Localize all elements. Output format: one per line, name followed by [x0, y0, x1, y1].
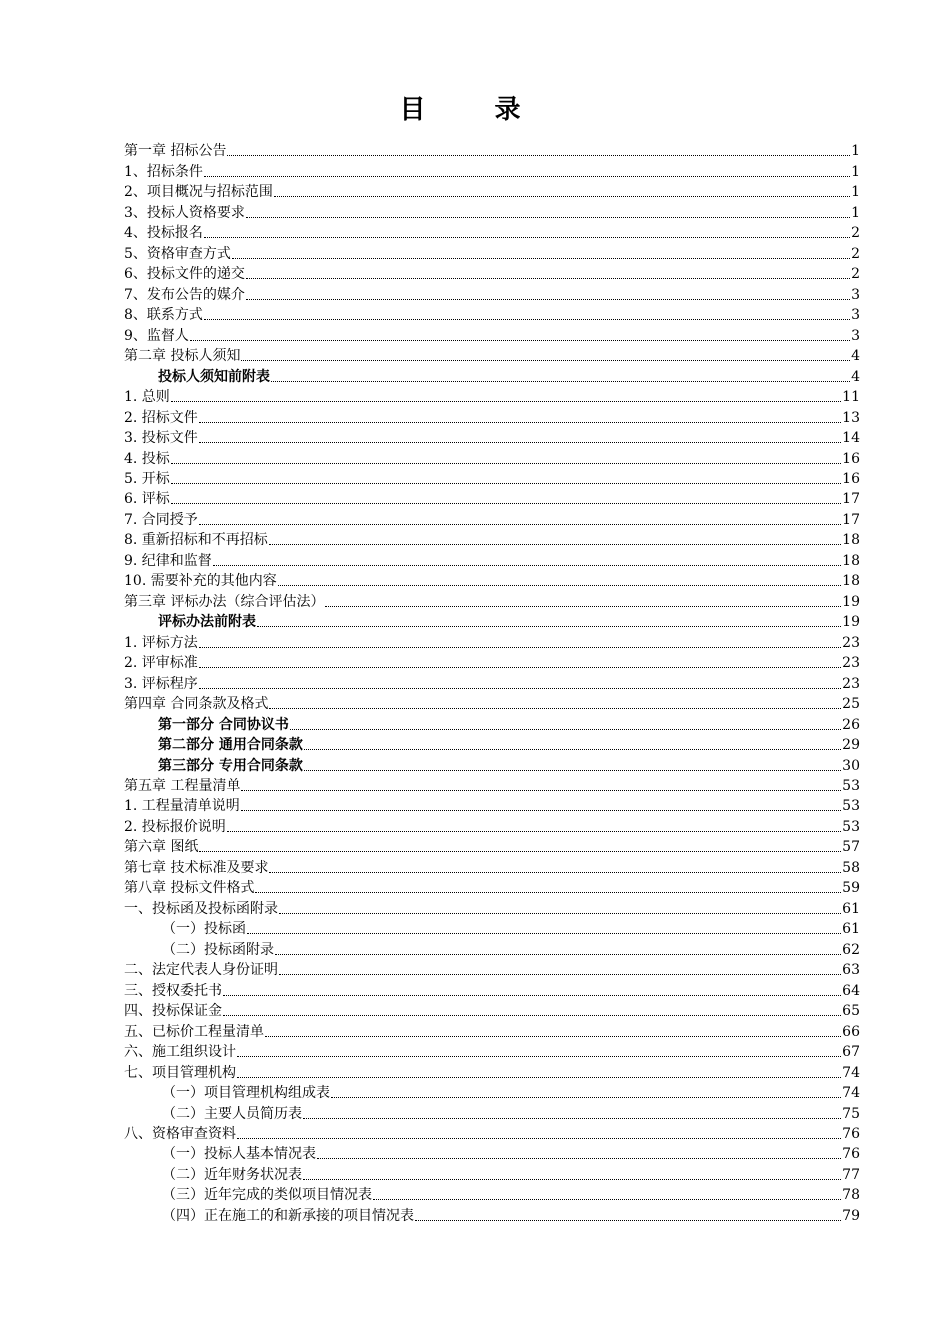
toc-dot-leader [199, 422, 841, 423]
toc-entry[interactable] [124, 919, 860, 939]
toc-entry-page-number: 1 [851, 143, 860, 160]
toc-entry[interactable] [124, 694, 860, 714]
toc-dot-leader [227, 155, 850, 156]
toc-dot-leader [241, 360, 850, 361]
toc-entry-page-number: 74 [842, 1064, 860, 1081]
toc-entry[interactable] [124, 735, 860, 755]
toc-entry[interactable] [124, 878, 860, 898]
toc-entry[interactable] [124, 571, 860, 591]
toc-dot-leader [213, 565, 841, 566]
toc-dot-leader [278, 585, 841, 586]
toc-entry-label: 10. 需要补充的其他内容 [124, 573, 277, 590]
toc-dot-leader [199, 442, 841, 443]
toc-entry-label: 2. 评审标准 [124, 655, 198, 672]
toc-entry[interactable] [124, 550, 860, 570]
toc-entry-label: 第二章 投标人须知 [124, 348, 241, 365]
toc-dot-leader [204, 237, 850, 238]
toc-entry[interactable] [124, 243, 860, 263]
table-of-contents [124, 141, 860, 1226]
toc-entry-page-number: 53 [842, 818, 860, 835]
toc-dot-leader [331, 1097, 841, 1098]
toc-entry-label: （一）项目管理机构组成表 [162, 1085, 330, 1102]
toc-entry-page-number: 1 [851, 204, 860, 221]
toc-dot-leader [269, 708, 841, 709]
toc-dot-leader [373, 1199, 841, 1200]
toc-entry-page-number: 2 [851, 266, 860, 283]
toc-dot-leader [237, 1056, 841, 1057]
toc-entry-page-number: 57 [842, 839, 860, 856]
toc-entry-page-number: 75 [842, 1105, 860, 1122]
toc-entry-label: 第一章 招标公告 [124, 143, 227, 160]
toc-entry-label: （四）正在施工的和新承接的项目情况表 [162, 1207, 414, 1224]
toc-entry[interactable] [124, 325, 860, 345]
toc-entry-label: 8、联系方式 [124, 307, 203, 324]
toc-entry[interactable] [124, 202, 860, 222]
toc-entry-label: 七、项目管理机构 [124, 1064, 236, 1081]
toc-entry[interactable] [124, 612, 860, 632]
toc-dot-leader [199, 524, 841, 525]
page-title: 目 录 [399, 95, 551, 125]
toc-entry-label: 第五章 工程量清单 [124, 778, 241, 794]
toc-entry-label: 第一部分 合同协议书 [158, 716, 289, 733]
toc-entry[interactable] [124, 980, 860, 1000]
toc-entry-label: 9、监督人 [124, 327, 189, 344]
toc-dot-leader [204, 319, 850, 320]
toc-entry-label: 八、资格审查资料 [124, 1125, 236, 1142]
toc-entry-page-number: 2 [851, 245, 860, 262]
toc-entry[interactable] [124, 939, 860, 959]
toc-entry-page-number: 3 [851, 307, 860, 324]
toc-entry-label: 第八章 投标文件格式 [124, 880, 255, 897]
toc-dot-leader [241, 810, 841, 811]
toc-entry-label: 第二部分 通用合同条款 [158, 737, 303, 754]
toc-entry-page-number: 14 [842, 430, 860, 447]
toc-entry-label: 2、项目概况与招标范围 [124, 184, 273, 201]
toc-entry-page-number: 29 [842, 737, 860, 754]
toc-entry-page-number: 16 [842, 450, 860, 467]
toc-entry-label: 二、法定代表人身份证明 [124, 962, 278, 979]
toc-entry-label: 投标人须知前附表 [158, 368, 270, 385]
toc-entry-label: 8. 重新招标和不再招标 [124, 532, 268, 549]
toc-dot-leader [237, 1138, 841, 1139]
toc-entry-page-number: 11 [842, 389, 860, 406]
toc-dot-leader [265, 1036, 841, 1037]
toc-entry[interactable] [124, 1083, 860, 1103]
toc-dot-leader [279, 913, 841, 914]
toc-entry[interactable] [124, 796, 860, 816]
toc-dot-leader [269, 872, 841, 873]
toc-dot-leader [171, 463, 841, 464]
toc-entry[interactable] [124, 673, 860, 693]
toc-entry-label: 7. 合同授予 [124, 511, 198, 528]
toc-entry-label: 五、已标价工程量清单 [124, 1023, 264, 1040]
toc-dot-leader [199, 851, 841, 852]
toc-entry-page-number: 18 [842, 573, 860, 590]
toc-entry[interactable] [124, 837, 860, 857]
toc-entry-label: 5、资格审查方式 [124, 245, 231, 262]
toc-entry-page-number: 65 [842, 1003, 860, 1020]
toc-entry-label: （一）投标函 [162, 921, 246, 938]
toc-entry[interactable] [124, 1124, 860, 1144]
toc-entry[interactable] [124, 161, 860, 181]
toc-entry-label: 1. 工程量清单说明 [124, 798, 240, 815]
toc-dot-leader [271, 381, 850, 382]
toc-dot-leader [232, 258, 850, 259]
toc-entry-label: 6. 评标 [124, 491, 170, 508]
toc-entry-page-number: 2 [851, 225, 860, 242]
toc-entry-page-number: 25 [842, 696, 860, 713]
toc-entry-page-number: 19 [842, 614, 860, 631]
toc-entry-page-number: 59 [842, 880, 860, 897]
toc-entry[interactable] [124, 776, 860, 796]
toc-dot-leader [279, 974, 841, 975]
toc-entry[interactable] [124, 366, 860, 386]
toc-entry-label: 1. 评标方法 [124, 634, 198, 651]
toc-entry-label: 3. 投标文件 [124, 430, 198, 447]
toc-dot-leader [171, 401, 841, 402]
toc-entry-page-number: 64 [842, 982, 860, 999]
toc-dot-leader [171, 483, 841, 484]
toc-dot-leader [274, 196, 850, 197]
toc-entry-page-number: 13 [842, 409, 860, 426]
toc-entry-label: 三、授权委托书 [124, 982, 222, 999]
toc-dot-leader [304, 770, 841, 771]
toc-entry-page-number: 1 [851, 163, 860, 180]
toc-entry[interactable] [124, 1205, 860, 1225]
toc-entry[interactable] [124, 141, 860, 161]
toc-entry-label: （二）主要人员简历表 [162, 1105, 302, 1122]
toc-entry-page-number: 30 [842, 757, 860, 774]
toc-dot-leader [199, 667, 841, 668]
toc-entry-label: 四、投标保证金 [124, 1003, 222, 1020]
toc-entry-page-number: 77 [842, 1166, 860, 1183]
toc-entry-label: 第四章 合同条款及格式 [124, 696, 269, 713]
toc-entry-page-number: 76 [842, 1146, 860, 1163]
toc-entry-page-number: 62 [842, 941, 860, 958]
toc-entry[interactable] [124, 857, 860, 877]
toc-dot-leader [317, 1158, 841, 1159]
toc-entry-label: 第七章 技术标准及要求 [124, 859, 269, 876]
toc-entry-page-number: 17 [842, 511, 860, 528]
toc-entry-page-number: 67 [842, 1044, 860, 1061]
toc-entry[interactable] [124, 1042, 860, 1062]
toc-dot-leader [246, 278, 850, 279]
toc-entry-label: 3、投标人资格要求 [124, 204, 245, 221]
toc-entry-page-number: 53 [842, 798, 860, 815]
toc-entry[interactable] [124, 632, 860, 652]
toc-entry-label: 1. 总则 [124, 389, 170, 406]
toc-dot-leader [275, 954, 841, 955]
toc-entry[interactable] [124, 489, 860, 509]
toc-dot-leader [223, 995, 841, 996]
toc-entry[interactable] [124, 755, 860, 775]
toc-entry[interactable] [124, 530, 860, 550]
toc-entry[interactable] [124, 305, 860, 325]
toc-entry-label: 一、投标函及投标函附录 [124, 900, 278, 917]
toc-entry-page-number: 63 [842, 962, 860, 979]
toc-dot-leader [247, 933, 841, 934]
toc-dot-leader [171, 503, 841, 504]
toc-entry-page-number: 26 [842, 716, 860, 733]
toc-dot-leader [255, 892, 841, 893]
toc-entry-page-number: 58 [842, 859, 860, 876]
toc-dot-leader [199, 688, 841, 689]
toc-entry-page-number: 53 [842, 778, 860, 794]
toc-entry-page-number: 17 [842, 491, 860, 508]
toc-entry-label: （二）近年财务状况表 [162, 1166, 302, 1183]
toc-entry-label: 2. 投标报价说明 [124, 818, 226, 835]
toc-dot-leader [227, 831, 841, 832]
toc-entry-label: （二）投标函附录 [162, 941, 274, 958]
toc-dot-leader [269, 544, 841, 545]
toc-entry[interactable] [124, 591, 860, 611]
toc-entry-page-number: 76 [842, 1125, 860, 1142]
toc-dot-leader [325, 606, 841, 607]
toc-entry-label: 4. 投标 [124, 450, 170, 467]
toc-entry-page-number: 3 [851, 286, 860, 303]
toc-dot-leader [290, 729, 841, 730]
toc-entry-page-number: 19 [842, 593, 860, 610]
toc-entry-label: （一）投标人基本情况表 [162, 1146, 316, 1163]
toc-dot-leader [199, 647, 841, 648]
toc-entry[interactable] [124, 448, 860, 468]
toc-dot-leader [241, 790, 841, 791]
toc-entry-page-number: 4 [851, 368, 860, 385]
toc-entry[interactable] [124, 1164, 860, 1184]
toc-entry[interactable] [124, 284, 860, 304]
toc-entry-label: 3. 评标程序 [124, 675, 198, 692]
toc-dot-leader [190, 340, 850, 341]
toc-entry-label: 4、投标报名 [124, 225, 203, 242]
toc-dot-leader [304, 749, 841, 750]
toc-entry[interactable] [124, 1062, 860, 1082]
toc-entry-page-number: 16 [842, 470, 860, 487]
toc-entry-label: 2. 招标文件 [124, 409, 198, 426]
toc-entry[interactable] [124, 1185, 860, 1205]
toc-dot-leader [223, 1015, 841, 1016]
toc-entry-page-number: 66 [842, 1023, 860, 1040]
toc-dot-leader [246, 299, 850, 300]
toc-entry[interactable] [124, 1103, 860, 1123]
toc-entry[interactable] [124, 960, 860, 980]
toc-dot-leader [257, 626, 841, 627]
toc-dot-leader [303, 1179, 841, 1180]
toc-entry-page-number: 74 [842, 1085, 860, 1102]
toc-dot-leader [237, 1077, 841, 1078]
toc-entry[interactable] [124, 714, 860, 734]
toc-entry-label: 5. 开标 [124, 470, 170, 487]
toc-entry-label: 评标办法前附表 [158, 614, 256, 631]
toc-entry-label: 第三章 评标办法（综合评估法） [124, 593, 325, 610]
toc-entry[interactable] [124, 387, 860, 407]
toc-entry[interactable] [124, 346, 860, 366]
toc-entry-page-number: 23 [842, 655, 860, 672]
toc-entry[interactable] [124, 1021, 860, 1041]
toc-entry-label: （三）近年完成的类似项目情况表 [162, 1187, 372, 1204]
toc-entry[interactable] [124, 1144, 860, 1164]
toc-entry[interactable] [124, 428, 860, 448]
toc-entry-page-number: 79 [842, 1207, 860, 1224]
toc-dot-leader [303, 1118, 841, 1119]
toc-entry-page-number: 1 [851, 184, 860, 201]
toc-entry[interactable] [124, 816, 860, 836]
toc-entry[interactable] [124, 509, 860, 529]
toc-entry-page-number: 18 [842, 532, 860, 549]
toc-entry[interactable] [124, 898, 860, 918]
toc-entry[interactable] [124, 407, 860, 427]
toc-dot-leader [246, 217, 850, 218]
toc-entry-label: 7、发布公告的媒介 [124, 286, 245, 303]
toc-entry[interactable] [124, 653, 860, 673]
toc-dot-leader [415, 1220, 841, 1221]
toc-entry[interactable] [124, 1001, 860, 1021]
toc-entry-label: 六、施工组织设计 [124, 1044, 236, 1061]
toc-entry-label: 6、投标文件的递交 [124, 266, 245, 283]
toc-entry-page-number: 23 [842, 675, 860, 692]
toc-entry-page-number: 23 [842, 634, 860, 651]
toc-entry-label: 第三部分 专用合同条款 [158, 757, 303, 774]
toc-entry-page-number: 78 [842, 1187, 860, 1204]
toc-entry[interactable] [124, 223, 860, 243]
toc-entry-page-number: 3 [851, 327, 860, 344]
toc-entry-label: 1、招标条件 [124, 163, 203, 180]
toc-entry[interactable] [124, 182, 860, 202]
toc-entry-page-number: 61 [842, 921, 860, 938]
toc-entry-page-number: 4 [851, 348, 860, 365]
toc-entry-label: 第六章 图纸 [124, 839, 199, 856]
toc-entry-page-number: 61 [842, 900, 860, 917]
toc-dot-leader [204, 176, 850, 177]
toc-entry[interactable] [124, 469, 860, 489]
toc-entry-page-number: 18 [842, 552, 860, 569]
toc-entry-label: 9. 纪律和监督 [124, 552, 212, 569]
toc-entry[interactable] [124, 264, 860, 284]
